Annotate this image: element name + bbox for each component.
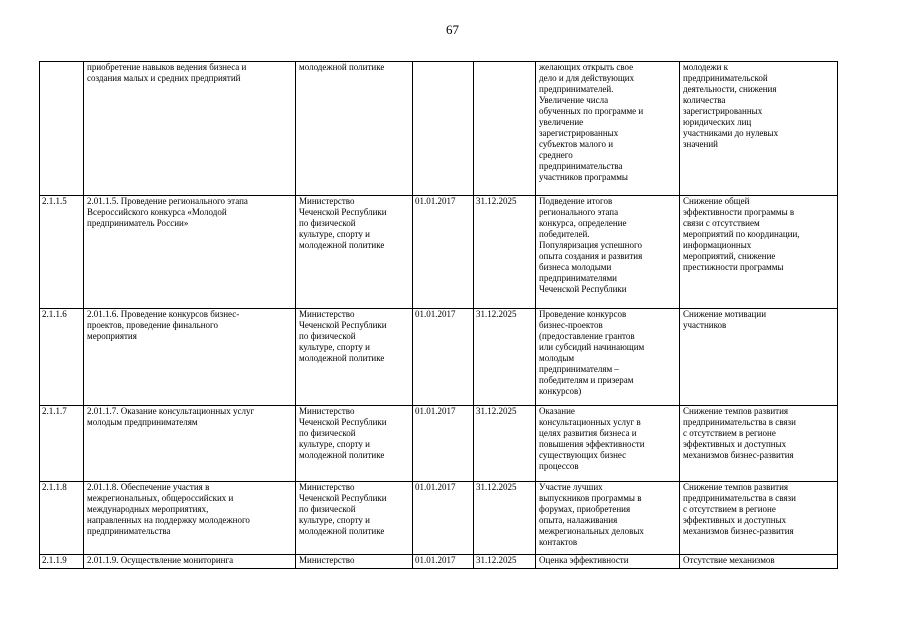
table-row bbox=[40, 62, 838, 196]
cell-text-line: конкурса, определение bbox=[539, 218, 627, 228]
cell-text-line: дело и для действующих bbox=[539, 73, 635, 83]
cell-text-line: Увеличение числа bbox=[539, 95, 609, 105]
cell-text-line: престижности программы bbox=[683, 262, 784, 272]
cell-text: 31.12.2025 bbox=[476, 482, 517, 492]
cell-text-line: мероприятия bbox=[87, 331, 137, 341]
executor-cell bbox=[296, 482, 413, 555]
activity-code-cell bbox=[40, 406, 84, 482]
cell-text-line: Участие лучших bbox=[539, 482, 603, 492]
cell-text-line: регионального этапа bbox=[539, 207, 619, 217]
cell-text-line: с отсутствием в регионе bbox=[683, 504, 776, 514]
table-row bbox=[40, 406, 838, 482]
table-row bbox=[40, 196, 838, 309]
cell-text-line: создания малых и средних предприятий bbox=[87, 73, 241, 83]
cell-text-line: по физической bbox=[299, 504, 356, 514]
cell-text-line: бизнеса молодыми bbox=[539, 262, 612, 272]
cell-text-line: направленных на поддержку молодежного bbox=[87, 515, 250, 525]
cell-text-line: 2.01.1.6. Проведение конкурсов бизнес- bbox=[87, 309, 240, 319]
cell-text-line: молодым bbox=[539, 353, 575, 363]
cell-text-line: увеличение bbox=[539, 117, 584, 127]
cell-text-line: по физической bbox=[299, 428, 356, 438]
start-date-cell bbox=[413, 482, 474, 555]
expected-result-cell bbox=[536, 62, 680, 196]
expected-result-cell bbox=[536, 309, 680, 406]
cell-text-line: значений bbox=[683, 139, 718, 149]
cell-text-line: бизнес-проектов bbox=[539, 320, 603, 330]
cell-text-line: по физической bbox=[299, 331, 356, 341]
cell-text-line: приобретение навыков ведения бизнеса и bbox=[87, 62, 247, 72]
executor-cell bbox=[296, 62, 413, 196]
cell-text-line: Снижение темпов развития bbox=[683, 482, 789, 492]
cell-text-line: среднего bbox=[539, 150, 573, 160]
cell-text-line: Оценка эффективности bbox=[539, 555, 629, 565]
cell-text-line: Чеченской Республики bbox=[299, 320, 387, 330]
cell-text: 31.12.2025 bbox=[476, 406, 517, 416]
cell-text-line: Министерство bbox=[299, 555, 355, 565]
page-number: 67 bbox=[446, 22, 459, 37]
cell-text-line: победителям и призерам bbox=[539, 375, 634, 385]
cell-text-line: молодежной политике bbox=[299, 353, 385, 363]
cell-text-line: желающих открыть свое bbox=[539, 62, 634, 72]
cell-text-line: процессов bbox=[539, 461, 579, 471]
cell-text-line: предпринимателям – bbox=[539, 364, 619, 374]
start-date-cell bbox=[413, 406, 474, 482]
cell-text-line: механизмов бизнес-развития bbox=[683, 450, 794, 460]
cell-text-line: (предоставление грантов bbox=[539, 331, 635, 341]
cell-text-line: информационных bbox=[683, 240, 752, 250]
activity-code-cell bbox=[40, 62, 84, 196]
executor-cell bbox=[296, 555, 413, 569]
cell-text: 31.12.2025 bbox=[476, 309, 517, 319]
cell-text-line: межрегиональных, общероссийских и bbox=[87, 493, 234, 503]
cell-text: 2.1.1.6 bbox=[42, 309, 67, 319]
cell-text-line: опыта, налаживания bbox=[539, 515, 618, 525]
activity-name-cell bbox=[84, 555, 296, 569]
cell-text-line: субъектов малого и bbox=[539, 139, 614, 149]
cell-text-line: предпринимателями bbox=[539, 273, 618, 283]
cell-text-line: победителей. bbox=[539, 229, 590, 239]
cell-text-line: участников bbox=[683, 320, 727, 330]
cell-text-line: молодым предпринимателям bbox=[87, 417, 198, 427]
cell-text-line: 2.01.1.8. Обеспечение участия в bbox=[87, 482, 210, 492]
cell-text-line: контактов bbox=[539, 537, 578, 547]
cell-text-line: с отсутствием в регионе bbox=[683, 428, 776, 438]
cell-text-line: существующих бизнес bbox=[539, 450, 627, 460]
cell-text: 01.01.2017 bbox=[415, 406, 456, 416]
cell-text: 2.1.1.9 bbox=[42, 555, 67, 565]
cell-text-line: Всероссийского конкурса «Молодой bbox=[87, 207, 227, 217]
cell-text-line: Чеченской Республики bbox=[299, 207, 387, 217]
cell-text-line: обученных по программе и bbox=[539, 106, 644, 116]
cell-text-line: предприниматель России» bbox=[87, 218, 189, 228]
activity-code-cell bbox=[40, 482, 84, 555]
cell-text-line: предпринимательства bbox=[87, 526, 171, 536]
expected-result-cell bbox=[536, 196, 680, 309]
cell-text-line: молодежи к bbox=[683, 62, 729, 72]
cell-text: 2.1.1.8 bbox=[42, 482, 67, 492]
cell-text-line: предпринимателей. bbox=[539, 84, 614, 94]
cell-text-line: молодежной политике bbox=[299, 526, 385, 536]
activity-name-cell bbox=[84, 406, 296, 482]
cell-text: 31.12.2025 bbox=[476, 555, 517, 565]
cell-text: 01.01.2017 bbox=[415, 482, 456, 492]
cell-text-line: межрегиональных деловых bbox=[539, 526, 644, 536]
cell-text-line: юридических лиц bbox=[683, 117, 752, 127]
activity-name-cell bbox=[84, 482, 296, 555]
cell-text-line: культуре, спорту и bbox=[299, 229, 370, 239]
executor-cell bbox=[296, 309, 413, 406]
cell-text: 31.12.2025 bbox=[476, 196, 517, 206]
activity-name-cell bbox=[84, 309, 296, 406]
cell-text-line: Снижение мотивации bbox=[683, 309, 767, 319]
cell-text-line: Министерство bbox=[299, 309, 355, 319]
cell-text-line: участниками до нулевых bbox=[683, 128, 779, 138]
cell-text-line: эффективных и доступных bbox=[683, 439, 787, 449]
cell-text-line: Снижение общей bbox=[683, 196, 750, 206]
cell-text-line: связи с отсутствием bbox=[683, 218, 760, 228]
cell-text: 2.1.1.7 bbox=[42, 406, 67, 416]
cell-text-line: выпускников программы в bbox=[539, 493, 642, 503]
cell-text-line: мероприятий, снижение bbox=[683, 251, 776, 261]
cell-text-line: зарегистрированных bbox=[539, 128, 619, 138]
cell-text-line: участников программы bbox=[539, 172, 628, 182]
table-row bbox=[40, 482, 838, 555]
cell-text-line: культуре, спорту и bbox=[299, 515, 370, 525]
cell-text-line: молодежной политике bbox=[299, 450, 385, 460]
cell-text-line: механизмов бизнес-развития bbox=[683, 526, 794, 536]
end-date-cell bbox=[474, 309, 536, 406]
start-date-cell bbox=[413, 309, 474, 406]
cell-text-line: повышения эффективности bbox=[539, 439, 645, 449]
cell-text-line: Чеченской Республики bbox=[539, 284, 627, 294]
end-date-cell bbox=[474, 62, 536, 196]
cell-text: 2.1.1.5 bbox=[42, 196, 67, 206]
end-date-cell bbox=[474, 555, 536, 569]
cell-text-line: предпринимательства bbox=[539, 161, 623, 171]
cell-text-line: молодежной политике bbox=[299, 62, 385, 72]
program-activities-table bbox=[39, 61, 838, 569]
cell-text-line: международных мероприятиях, bbox=[87, 504, 209, 514]
activity-code-cell bbox=[40, 309, 84, 406]
end-date-cell bbox=[474, 482, 536, 555]
cell-text-line: целях развития бизнеса и bbox=[539, 428, 637, 438]
cell-text-line: 2.01.1.5. Проведение регионального этапа bbox=[87, 196, 248, 206]
table-row bbox=[40, 555, 838, 569]
cell-text-line: Чеченской Республики bbox=[299, 493, 387, 503]
cell-text-line: Подведение итогов bbox=[539, 196, 613, 206]
cell-text-line: Проведение конкурсов bbox=[539, 309, 627, 319]
executor-cell bbox=[296, 406, 413, 482]
consequence-cell bbox=[680, 406, 838, 482]
cell-text-line: Снижение темпов развития bbox=[683, 406, 789, 416]
cell-text-line: эффективных и доступных bbox=[683, 515, 787, 525]
cell-text-line: Чеченской Республики bbox=[299, 417, 387, 427]
cell-text-line: опыта создания и развития bbox=[539, 251, 643, 261]
cell-text-line: проектов, проведение финального bbox=[87, 320, 218, 330]
cell-text-line: зарегистрированных bbox=[683, 106, 763, 116]
cell-text-line: Отсутствие механизмов bbox=[683, 555, 775, 565]
consequence-cell bbox=[680, 196, 838, 309]
activity-name-cell bbox=[84, 62, 296, 196]
cell-text-line: конкурсов) bbox=[539, 386, 582, 396]
expected-result-cell bbox=[536, 482, 680, 555]
cell-text-line: 2.01.1.9. Осуществление мониторинга bbox=[87, 555, 234, 565]
consequence-cell bbox=[680, 482, 838, 555]
cell-text-line: или субсидий начинающим bbox=[539, 342, 645, 352]
end-date-cell bbox=[474, 196, 536, 309]
cell-text-line: по физической bbox=[299, 218, 356, 228]
cell-text-line: форумах, приобретения bbox=[539, 504, 631, 514]
cell-text: 01.01.2017 bbox=[415, 555, 456, 565]
cell-text-line: количества bbox=[683, 95, 726, 105]
cell-text-line: эффективности программы в bbox=[683, 207, 795, 217]
end-date-cell bbox=[474, 406, 536, 482]
cell-text-line: мероприятий по координации, bbox=[683, 229, 800, 239]
activity-code-cell bbox=[40, 196, 84, 309]
cell-text-line: Оказание bbox=[539, 406, 575, 416]
cell-text-line: 2.01.1.7. Оказание консультационных услуг bbox=[87, 406, 255, 416]
cell-text-line: культуре, спорту и bbox=[299, 342, 370, 352]
cell-text-line: предпринимательской bbox=[683, 73, 768, 83]
cell-text-line: культуре, спорту и bbox=[299, 439, 370, 449]
cell-text-line: предпринимательства в связи bbox=[683, 493, 796, 503]
consequence-cell bbox=[680, 62, 838, 196]
cell-text-line: Министерство bbox=[299, 196, 355, 206]
cell-text-line: деятельности, снижения bbox=[683, 84, 777, 94]
start-date-cell bbox=[413, 555, 474, 569]
cell-text-line: Министерство bbox=[299, 406, 355, 416]
start-date-cell bbox=[413, 196, 474, 309]
cell-text-line: Популяризация успешного bbox=[539, 240, 642, 250]
cell-text-line: консультационных услуг в bbox=[539, 417, 641, 427]
start-date-cell bbox=[413, 62, 474, 196]
executor-cell bbox=[296, 196, 413, 309]
consequence-cell bbox=[680, 555, 838, 569]
activity-code-cell bbox=[40, 555, 84, 569]
expected-result-cell bbox=[536, 406, 680, 482]
expected-result-cell bbox=[536, 555, 680, 569]
cell-text: 01.01.2017 bbox=[415, 309, 456, 319]
cell-text-line: предпринимательства в связи bbox=[683, 417, 796, 427]
table-row bbox=[40, 309, 838, 406]
cell-text-line: Министерство bbox=[299, 482, 355, 492]
cell-text: 01.01.2017 bbox=[415, 196, 456, 206]
activity-name-cell bbox=[84, 196, 296, 309]
consequence-cell bbox=[680, 309, 838, 406]
cell-text-line: молодежной политике bbox=[299, 240, 385, 250]
